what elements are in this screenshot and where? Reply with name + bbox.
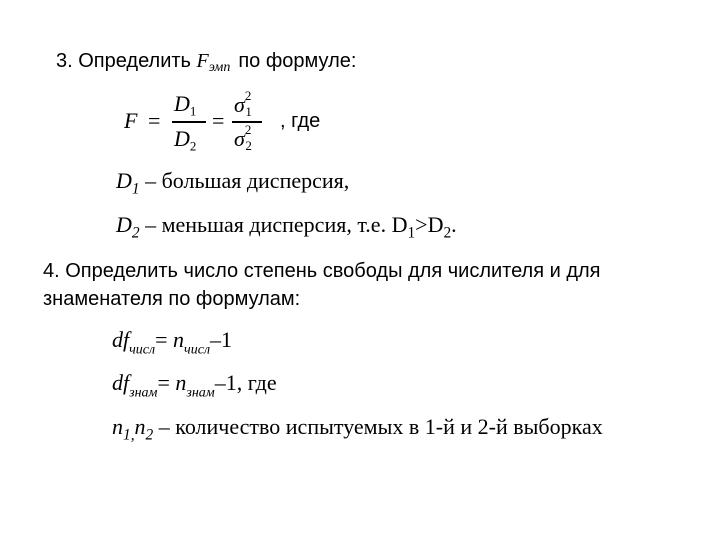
d1-subscript: 1	[131, 180, 140, 198]
formula-denominator-d: $D_2$	[174, 126, 197, 154]
df-denominator-n-sub: знам	[186, 385, 215, 401]
formula-sigma-numerator: $\sigma^21$	[234, 88, 252, 119]
d1-variable: D	[116, 168, 132, 193]
df-numerator-n: n	[173, 327, 185, 352]
df-numerator-formula	[112, 327, 233, 358]
df-denominator-n: n	[175, 370, 187, 395]
d2-inline-sub-2: 2	[443, 224, 452, 242]
df-denominator-df: df	[112, 370, 130, 395]
df-numerator-n-sub: числ	[184, 342, 211, 358]
step-3-heading	[56, 50, 356, 76]
df-numerator-eq: =	[155, 327, 174, 352]
d1-text: – большая дисперсия,	[139, 168, 350, 193]
df-numerator-df: df	[112, 327, 130, 352]
formula-numerator-d: $D_1$	[174, 91, 197, 119]
fraction-bar-1	[172, 121, 206, 123]
formula-equals-2: =	[212, 108, 225, 133]
n-definition-text: – количество испытуемых в 1-й и 2-й выборках	[153, 414, 603, 439]
df-denominator-df-sub: знам	[129, 385, 158, 401]
formula-sigma-denominator: $\sigma^22$	[234, 122, 252, 153]
step-3-suffix: по формуле:	[238, 50, 357, 72]
formula-where-text: , где	[280, 110, 321, 132]
d2-inline-sub-1: 1	[407, 224, 416, 242]
df-denominator-tail: –1, где	[214, 370, 277, 395]
f-subscript: эмп	[208, 60, 231, 76]
n1-variable: n	[112, 414, 123, 439]
df-numerator-df-sub: числ	[129, 342, 156, 358]
n2-subscript: 2	[145, 426, 154, 444]
df-numerator-tail: –1	[210, 327, 233, 352]
d2-inline-mid: >D	[415, 212, 444, 237]
df-denominator-eq: =	[157, 370, 176, 395]
d2-variable: D	[116, 212, 132, 237]
d2-text: – меньшая дисперсия, т.е. D	[139, 212, 408, 237]
d2-definition	[116, 212, 457, 242]
d1-definition	[116, 168, 350, 198]
d2-subscript: 2	[131, 224, 140, 242]
n-definition	[112, 414, 603, 444]
step-4-heading: 4. Определить число степень свободы для числителя и для знаменателя по формулам:	[43, 260, 601, 310]
df-denominator-formula	[112, 370, 277, 401]
d2-end: .	[451, 212, 457, 237]
n1-subscript: 1,	[123, 426, 135, 444]
formula-equals-1: =	[148, 108, 161, 133]
formula-f: F	[124, 108, 138, 133]
step-3-prefix: 3. Определить	[56, 50, 197, 72]
n2-variable: n	[134, 414, 146, 439]
f-variable: F	[196, 50, 209, 72]
